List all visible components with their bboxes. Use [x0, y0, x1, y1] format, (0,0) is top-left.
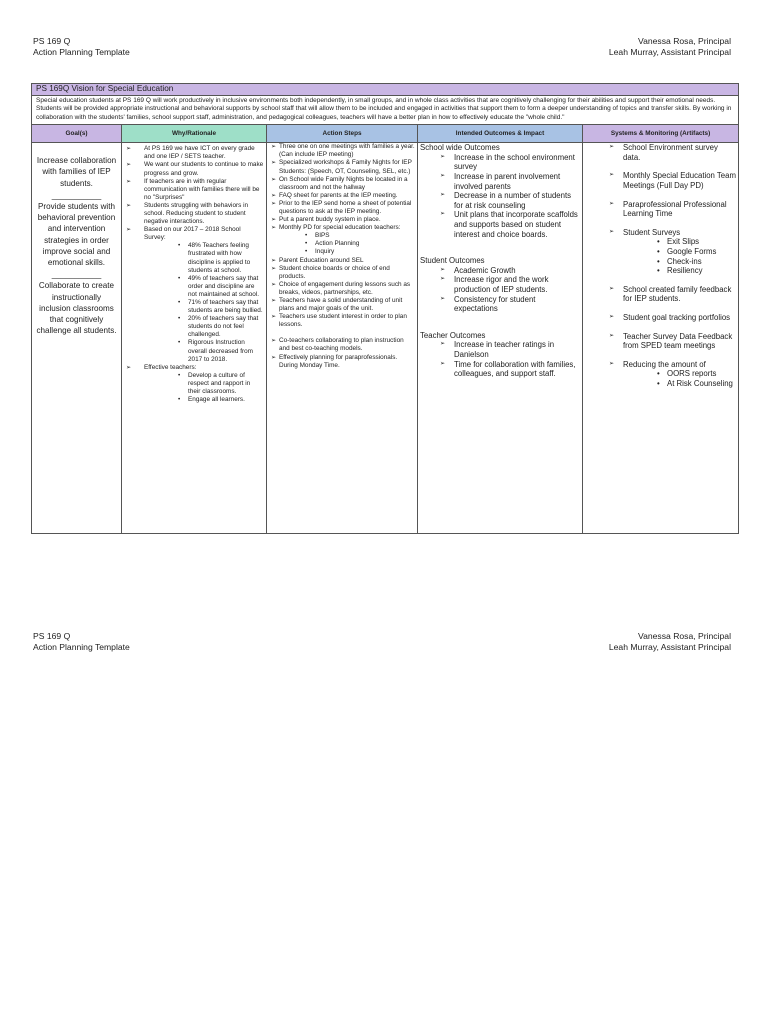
column-header-action-steps: Action Steps	[267, 125, 418, 143]
principal-name: Vanessa Rosa, Principal	[638, 631, 731, 641]
list-item	[269, 224, 415, 256]
reduction-list	[623, 369, 736, 388]
action-plan-table	[31, 83, 739, 534]
teacher-outcomes-title: Teacher Outcomes	[420, 330, 486, 340]
list-item: • 49% of teachers say that order and discipline are not maintained at school.	[178, 275, 264, 299]
list-item: • Rigorous Instruction overall decreased from 2017 to 2018.	[178, 339, 264, 363]
list-item-text: Student Surveys	[623, 227, 681, 237]
list-item-text: Effective teachers:	[144, 363, 197, 371]
list-item: ➢ Teacher Survey Data Feedback from SPED team meetings	[585, 332, 736, 351]
list-item: ➢ Students struggling with behaviors in school. Reducing student to student negative interactions.	[124, 202, 264, 226]
column-header-outcomes: Intended Outcomes & Impact	[418, 125, 583, 143]
school-outcomes-list	[420, 153, 580, 239]
school-name: PS 169 Q	[33, 36, 71, 46]
survey-list	[144, 242, 264, 363]
list-item: ➢ Increase in parent involvement involved parents	[420, 172, 580, 191]
vision-statement: Special education students at PS 169 Q will work productively in inclusive environments both independently, in small groups, and in whole class activities that are cognitively challenging for their abilities and support their emotional needs. Students will be provided appropriate instructional and behavioral supports by school staff that will allow them to be included and engaged in activities that support them to form a deeper understanding of topics and transfer skills. By working in collaboration with the students' families, school support staff, administration, and pedagogical colleagues, teachers will have a better plan in how to effectively educate the "whole child."	[32, 96, 739, 125]
column-header-why: Why/Rationale	[122, 125, 267, 143]
column-header-systems: Systems & Monitoring (Artifacts)	[583, 125, 739, 143]
list-item: • Engage all learners.	[178, 396, 264, 404]
list-item: • At Risk Counseling	[657, 379, 736, 389]
action-steps-list	[269, 143, 415, 370]
header-left	[33, 36, 130, 66]
list-item: ➢ Specialized workshops & Family Nights for IEP Students: (Speech, OT, Counseling, SEL, etc.)	[269, 159, 415, 175]
systems-monitoring-cell	[583, 143, 739, 534]
list-item: • 20% of teachers say that students do not feel challenged.	[178, 315, 264, 339]
list-item: ➢ Teachers use student interest in order to plan lessons.	[269, 313, 415, 329]
list-item: ➢ School created family feedback for IEP students.	[585, 285, 736, 304]
page-header-top	[33, 36, 731, 66]
school-name: PS 169 Q	[33, 631, 71, 641]
list-item: • Inquiry	[305, 248, 415, 256]
list-item-text: Monthly PD for special education teachers:	[279, 224, 401, 232]
assistant-principal-name: Leah Murray, Assistant Principal	[608, 47, 731, 57]
student-outcomes-title: Student Outcomes	[420, 256, 485, 266]
list-item: ➢ Prior to the IEP send home a sheet of potential questions to ask at the IEP meeting.	[269, 200, 415, 216]
list-item: • Action Planning	[305, 240, 415, 248]
list-item: ➢ Student goal tracking portfolios	[585, 313, 736, 323]
list-item: • 71% of teachers say that students are being bullied.	[178, 299, 264, 315]
list-item: ➢ On School wide Family Nights be located in a classroom and not the hallway	[269, 176, 415, 192]
list-item: • Google Forms	[657, 247, 736, 257]
goal-text: Collaborate to create instructionally inclusion classrooms that cognitively challenge all students.	[36, 281, 117, 336]
goal-text: Increase collaboration with families of IEP students.	[36, 156, 117, 188]
goal-divider: ___________	[51, 190, 102, 200]
list-item: • Develop a culture of respect and rapport in their classrooms.	[178, 372, 264, 396]
list-item: • Exit Slips	[657, 237, 736, 247]
document-title: Action Planning Template	[33, 47, 130, 57]
list-item: • BIPS	[305, 232, 415, 240]
pd-topics-list	[279, 232, 415, 256]
list-item-text: Reducing the amount of	[623, 359, 706, 369]
goal-text: Provide students with behavioral prevention and intervention strategies in order improve social and emotional skills.	[37, 202, 116, 268]
list-item: ➢ Parent Education around SEL	[269, 257, 415, 265]
goals-cell	[32, 143, 122, 534]
list-item: ➢ Increase rigor and the work production of IEP students.	[420, 275, 580, 294]
list-item	[585, 360, 736, 389]
column-header-goals: Goal(s)	[32, 125, 122, 143]
page-header-bottom	[33, 631, 731, 661]
header-left	[33, 631, 130, 661]
list-item: ➢ Academic Growth	[420, 266, 580, 276]
list-item: ➢ Paraprofessional Professional Learning Time	[585, 200, 736, 219]
list-item: ➢ Choice of engagement during lessons such as breaks, videos, partnerships, etc.	[269, 281, 415, 297]
rationale-list	[124, 145, 264, 404]
principal-name: Vanessa Rosa, Principal	[638, 36, 731, 46]
list-item: • 48% Teachers feeling frustrated with how discipline is applied to students at school.	[178, 242, 264, 274]
action-steps-cell	[267, 143, 418, 534]
list-item: ➢ Three one on one meetings with families a year. (Can include IEP meeting)	[269, 143, 415, 159]
list-item: • Check-ins	[657, 257, 736, 267]
goal-divider: ___________	[51, 270, 102, 280]
student-outcomes-section	[420, 256, 580, 314]
list-item: ➢ Co-teachers collaborating to plan instruction and best co-teaching models.	[269, 337, 415, 353]
list-item: ➢ Increase in the school environment survey	[420, 153, 580, 172]
list-item: • Resiliency	[657, 266, 736, 276]
header-right	[609, 36, 731, 66]
list-item: ➢ FAQ sheet for parents at the IEP meeting.	[269, 192, 415, 200]
systems-list	[585, 143, 736, 388]
list-item	[124, 364, 264, 404]
list-item: • OORS reports	[657, 369, 736, 379]
header-right	[609, 631, 731, 661]
list-item	[585, 228, 736, 276]
list-item: ➢ We want our students to continue to make progress and grow.	[124, 161, 264, 177]
assistant-principal-name: Leah Murray, Assistant Principal	[608, 642, 731, 652]
why-rationale-cell	[122, 143, 267, 534]
student-surveys-list	[623, 237, 736, 275]
school-outcomes-section	[420, 143, 580, 239]
document-title: Action Planning Template	[33, 642, 130, 652]
list-item: ➢ If teachers are in with regular communication with families there will be no "Surprises"	[124, 178, 264, 202]
school-outcomes-title: School wide Outcomes	[420, 143, 500, 153]
list-item: ➢ Time for collaboration with families, colleagues, and support staff.	[420, 360, 580, 379]
teacher-outcomes-list	[420, 340, 580, 378]
list-item: ➢ Monthly Special Education Team Meetings (Full Day PD)	[585, 171, 736, 190]
outcomes-impact-cell	[418, 143, 583, 534]
list-item: ➢ Effectively planning for paraprofessionals. During Monday Time.	[269, 354, 415, 370]
vision-title: PS 169Q Vision for Special Education	[32, 84, 739, 96]
list-item	[124, 226, 264, 364]
list-item: ➢ Decrease in a number of students for at risk counseling	[420, 191, 580, 210]
list-item: ➢ School Environment survey data.	[585, 143, 736, 162]
list-item: ➢ Unit plans that incorporate scaffolds and supports based on student interest and choice boards.	[420, 210, 580, 239]
list-item: ➢ Put a parent buddy system in place.	[269, 216, 415, 224]
teacher-outcomes-section	[420, 331, 580, 379]
list-item: ➢ Teachers have a solid understanding of unit plans and major goals of the unit.	[269, 297, 415, 313]
student-outcomes-list	[420, 266, 580, 314]
effective-teachers-list	[144, 372, 264, 404]
list-item: ➢ Consistency for student expectations	[420, 295, 580, 314]
list-item: ➢ At PS 169 we have ICT on every grade and one IEP / SETS teacher.	[124, 145, 264, 161]
list-item: ➢ Student choice boards or choice of end products.	[269, 265, 415, 281]
list-item: ➢ Increase in teacher ratings in Danielson	[420, 340, 580, 359]
list-item-text: Based on our 2017 – 2018 School Survey:	[144, 226, 241, 242]
